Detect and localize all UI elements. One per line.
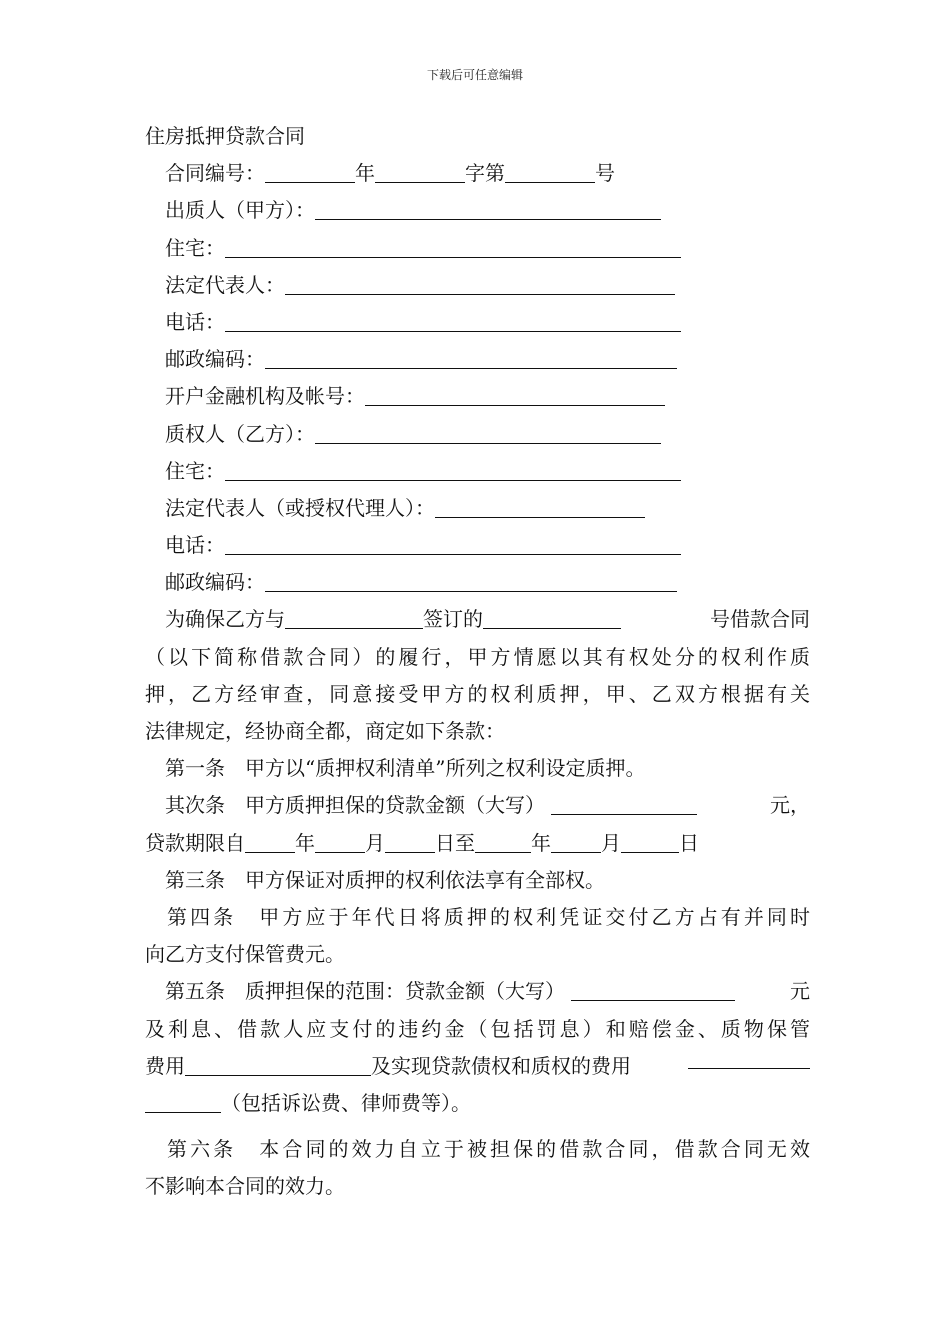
article-2-text-b: 元，: [770, 793, 810, 818]
intro-contract-no-blank[interactable]: [483, 608, 621, 629]
field-label: 电话：: [165, 533, 225, 558]
end-day-label: 日: [679, 830, 699, 855]
start-month-label: 月: [365, 830, 385, 855]
realization-fee-blank[interactable]: [688, 1048, 810, 1069]
intro-party-blank[interactable]: [285, 608, 423, 629]
intro-text-c: 号借款合同: [710, 607, 810, 632]
start-year-blank[interactable]: [245, 832, 295, 853]
field-pledgee-address: [145, 453, 810, 490]
intro-line-4: 法律规定，经协商全都，商定如下条款：: [145, 719, 505, 743]
article-2-text-a: 其次条 甲方质押担保的贷款金额（大写）: [165, 793, 545, 818]
article-5-text-b: 元: [790, 979, 810, 1004]
field-pledgee: [145, 416, 810, 453]
contract-year-blank[interactable]: [265, 162, 355, 183]
field-pledgor: [145, 192, 810, 229]
contract-year-label: 年: [355, 161, 375, 186]
field-label: 邮政编码：: [165, 570, 265, 595]
field-pledgee-phone: [145, 527, 810, 564]
field-blank[interactable]: [285, 274, 675, 295]
field-label: 开户金融机构及帐号：: [165, 384, 365, 409]
field-blank[interactable]: [315, 199, 661, 220]
article-5-text-l3a: 费用: [145, 1053, 185, 1078]
field-label: 住宅：: [165, 458, 225, 483]
article-5-text-l4: （包括诉讼费、律师费等）。: [221, 1090, 471, 1115]
intro-line-2: （以下简称借款合同）的履行，甲方情愿以其有权处分的权利作质: [145, 644, 810, 669]
field-pledgee-representative: [145, 490, 810, 527]
field-label: 质权人（乙方）：: [165, 421, 315, 446]
article-4-line-2: 向乙方支付保管费元。: [145, 942, 345, 967]
field-pledgor-phone: [145, 304, 810, 341]
contract-number-line: [145, 155, 810, 192]
end-month-label: 月: [601, 830, 621, 855]
article-6-line-1: 第六条 本合同的效力自立于被担保的借款合同，借款合同无效: [167, 1137, 810, 1162]
field-pledgor-postcode: [145, 341, 810, 378]
field-pledgor-address: [145, 230, 810, 267]
end-day-blank[interactable]: [621, 832, 679, 853]
article-2-line-1: [145, 787, 810, 824]
loan-amount-blank[interactable]: [551, 794, 697, 815]
guarantee-amount-blank[interactable]: [571, 980, 735, 1001]
contract-number-label: 合同编号：: [165, 161, 265, 186]
end-year-label: 年: [531, 830, 551, 855]
contract-word-blank[interactable]: [375, 162, 465, 183]
article-5-line-3: [145, 1048, 810, 1085]
field-label: 住宅：: [165, 235, 225, 260]
loan-term-label: 贷款期限自: [145, 830, 245, 855]
intro-text-a: 为确保乙方与: [165, 607, 285, 632]
field-pledgor-representative: [145, 267, 810, 304]
start-year-label: 年: [295, 830, 315, 855]
field-blank[interactable]: [225, 237, 681, 258]
realization-fee-blank-cont[interactable]: [145, 1092, 221, 1113]
article-5-line-1: [145, 973, 810, 1010]
field-label: 邮政编码：: [165, 347, 265, 372]
article-5-line-2: 及利息、借款人应支付的违约金（包括罚息）和赔偿金、质物保管: [145, 1016, 810, 1041]
contract-no-blank[interactable]: [505, 162, 595, 183]
article-5-line-4: [145, 1085, 810, 1122]
field-blank[interactable]: [315, 423, 661, 444]
contract-document: [145, 118, 810, 1205]
article-4-line-1: 第四条 甲方应于年代日将质押的权利凭证交付乙方占有并同时: [167, 904, 810, 929]
field-pledgee-postcode: [145, 564, 810, 601]
page-header-note: 下载后可任意编辑: [426, 68, 523, 82]
intro-line-3: 押，乙方经审查，同意接受甲方的权利质押，甲、乙双方根据有关: [145, 681, 810, 706]
field-blank[interactable]: [225, 311, 681, 332]
paragraph-gap: [145, 1122, 810, 1131]
document-title: 住房抵押贷款合同: [145, 124, 305, 148]
intro-line-1: [145, 601, 810, 638]
field-label: 法定代表人：: [165, 272, 285, 297]
article-5-text-l3b: 及实现贷款债权和质权的费用: [371, 1053, 631, 1078]
article-2-line-2: [145, 825, 810, 862]
field-label: 法定代表人（或授权代理人）：: [165, 495, 435, 520]
field-blank[interactable]: [265, 571, 677, 592]
contract-no-label: 号: [595, 161, 615, 186]
storage-fee-blank[interactable]: [185, 1055, 371, 1076]
contract-word-label: 字第: [465, 161, 505, 186]
start-day-blank[interactable]: [385, 832, 435, 853]
end-year-blank[interactable]: [475, 832, 531, 853]
field-label: 电话：: [165, 309, 225, 334]
field-blank[interactable]: [225, 460, 681, 481]
start-day-label: 日至: [435, 830, 475, 855]
field-blank[interactable]: [265, 348, 677, 369]
article-3: 第三条 甲方保证对质押的权利依法享有全部权。: [165, 867, 605, 892]
article-6-line-2: 不影响本合同的效力。: [145, 1174, 345, 1199]
article-5-text-a: 第五条 质押担保的范围：贷款金额（大写）: [165, 979, 565, 1004]
intro-text-b: 签订的: [423, 607, 483, 632]
field-blank[interactable]: [435, 497, 645, 518]
field-pledgor-bank-account: [145, 378, 810, 415]
field-blank[interactable]: [365, 385, 665, 406]
field-blank[interactable]: [225, 534, 681, 555]
end-month-blank[interactable]: [551, 832, 601, 853]
field-label: 出质人（甲方）：: [165, 198, 315, 223]
article-1: 第一条 甲方以“质押权利清单”所列之权利设定质押。: [165, 756, 646, 781]
start-month-blank[interactable]: [315, 832, 365, 853]
